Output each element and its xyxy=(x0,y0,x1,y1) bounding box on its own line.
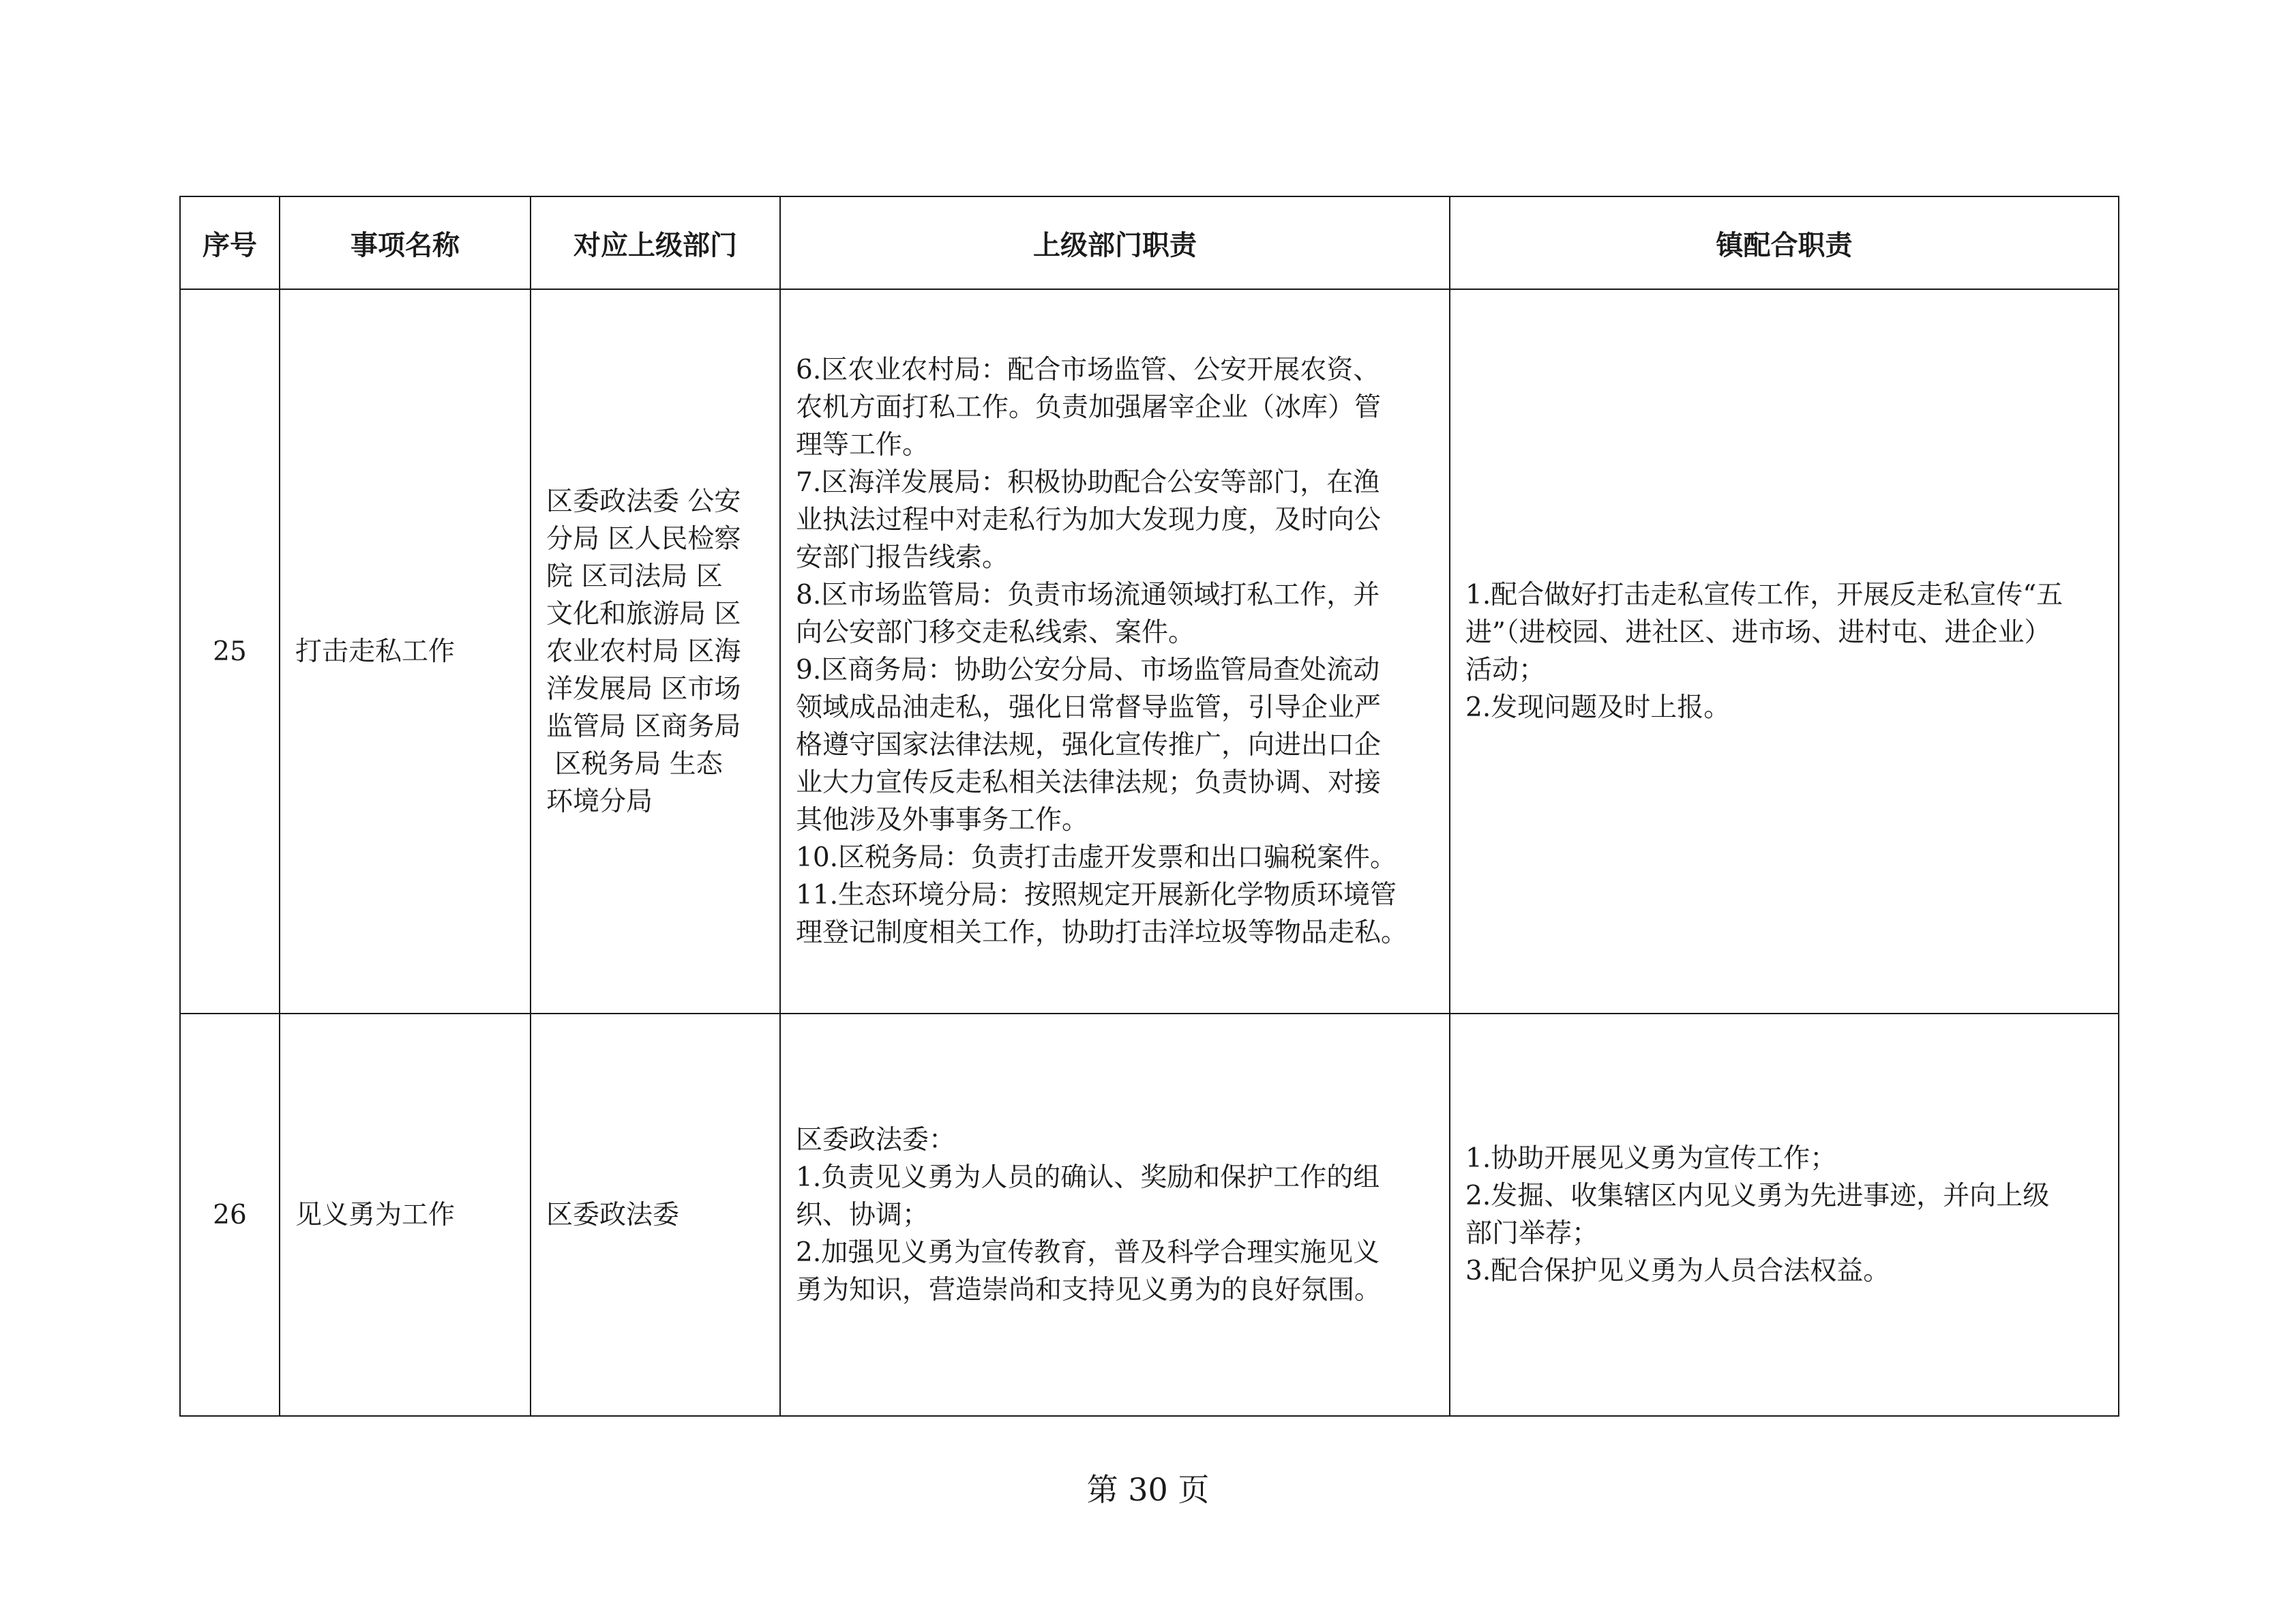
town-duty-cell xyxy=(1450,1014,2119,1416)
responsibility-table xyxy=(179,196,2119,1417)
duty-line: 业执法过程中对走私行为加大发现力度，及时向公 xyxy=(796,505,1382,535)
duty-line: 理登记制度相关工作，协助打击洋垃圾等物品走私。 xyxy=(796,917,1408,948)
dept-line: 文化和旅游局 区 xyxy=(546,598,741,630)
row-number: 25 xyxy=(180,289,280,1014)
town-line: 1.配合做好打击走私宣传工作，开展反走私宣传“五 xyxy=(1465,580,2063,610)
item-name: 打击走私工作 xyxy=(280,289,531,1014)
dept-line: 监管局 区商务局 xyxy=(546,711,741,742)
dept-line: 区税务局 生态 xyxy=(546,748,723,780)
duty-line: 向公安部门移交走私线索、案件。 xyxy=(796,617,1195,648)
dept-line: 分局 区人民检察 xyxy=(546,523,741,555)
duty-line: 9.区商务局：协助公安分局、市场监管局查处流动 xyxy=(796,655,1380,685)
town-line: 1.协助开展见义勇为宣传工作； xyxy=(1465,1143,1837,1174)
duty-line: 格遵守国家法律法规，强化宣传推广，向进出口企 xyxy=(796,730,1382,761)
superior-dept-cell xyxy=(531,1014,780,1416)
town-line: 活动； xyxy=(1465,655,1546,685)
town-line: 部门举荐； xyxy=(1465,1218,1599,1249)
header-item-name: 事项名称 xyxy=(280,196,531,289)
dept-line: 区委政法委 xyxy=(546,1199,680,1230)
town-line: 3.配合保护见义勇为人员合法权益。 xyxy=(1465,1256,1890,1286)
dept-line: 环境分局 xyxy=(546,786,653,817)
duty-line: 11.生态环境分局：按照规定开展新化学物质环境管 xyxy=(796,880,1397,911)
superior-duty-cell xyxy=(780,289,1450,1014)
duty-line: 理等工作。 xyxy=(796,430,929,460)
duty-line: 织、协调； xyxy=(796,1199,929,1230)
duty-line: 安部门报告线索。 xyxy=(796,542,1009,573)
duty-line: 6.区农业农村局：配合市场监管、公安开展农资、 xyxy=(796,355,1380,385)
duty-line: 农机方面打私工作。负责加强屠宰企业（冰库）管 xyxy=(796,392,1382,423)
table-row xyxy=(180,1014,2119,1416)
duty-line: 领域成品油走私，强化日常督导监管，引导企业严 xyxy=(796,692,1382,723)
town-line: 进”（进校园、进社区、进市场、进村屯、进企业） xyxy=(1465,617,2051,648)
dept-line: 院 区司法局 区 xyxy=(546,561,723,592)
duty-line: 8.区市场监管局：负责市场流通领域打私工作，并 xyxy=(796,580,1380,610)
duty-line: 其他涉及外事事务工作。 xyxy=(796,805,1089,836)
header-superior-duty: 上级部门职责 xyxy=(780,196,1450,289)
header-no: 序号 xyxy=(180,196,280,289)
page-number: 第 30 页 xyxy=(1086,1471,1210,1508)
table-row xyxy=(180,289,2119,1014)
duty-line: 1.负责见义勇为人员的确认、奖励和保护工作的组 xyxy=(796,1162,1380,1193)
superior-dept-cell xyxy=(531,289,780,1014)
header-town-duty: 镇配合职责 xyxy=(1450,196,2119,289)
town-duty-cell xyxy=(1450,289,2119,1014)
duty-line: 2.加强见义勇为宣传教育，普及科学合理实施见义 xyxy=(796,1237,1380,1268)
superior-duty-cell xyxy=(780,1014,1450,1416)
header-superior-dept: 对应上级部门 xyxy=(531,196,780,289)
dept-line: 洋发展局 区市场 xyxy=(546,673,741,705)
town-line: 2.发现问题及时上报。 xyxy=(1465,692,1731,723)
item-name: 见义勇为工作 xyxy=(280,1014,531,1416)
header-row xyxy=(180,196,2119,289)
town-line: 2.发掘、收集辖区内见义勇为先进事迹，并向上级 xyxy=(1465,1181,2050,1211)
duty-line: 10.区税务局：负责打击虚开发票和出口骗税案件。 xyxy=(796,842,1397,873)
duty-line: 勇为知识，营造崇尚和支持见义勇为的良好氛围。 xyxy=(796,1274,1382,1305)
duty-line: 业大力宣传反走私相关法律法规；负责协调、对接 xyxy=(796,767,1382,798)
duty-line: 7.区海洋发展局：积极协助配合公安等部门，在渔 xyxy=(796,467,1380,498)
dept-line: 农业农村局 区海 xyxy=(546,636,741,667)
duty-line: 区委政法委： xyxy=(796,1124,956,1155)
row-number: 26 xyxy=(180,1014,280,1416)
dept-line: 区委政法委 公安 xyxy=(546,486,741,517)
